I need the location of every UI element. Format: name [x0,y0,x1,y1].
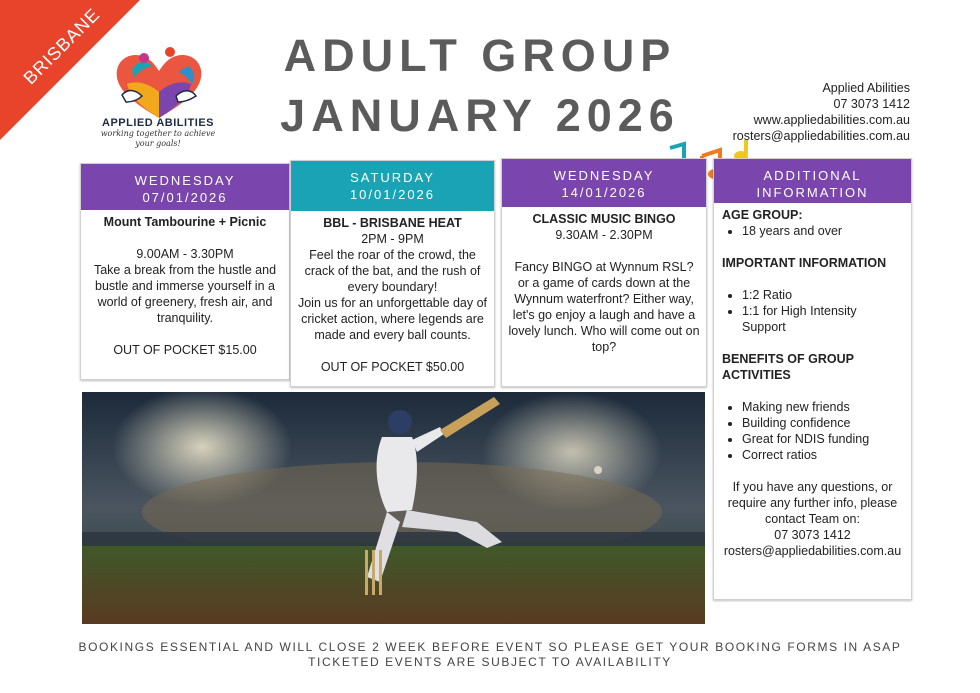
event-card-3 [501,158,707,387]
logo-tagline: working together to achieve your goals! [100,129,216,148]
event-2-cost: OUT OF POCKET $50.00 [320,360,465,374]
event-card-2-header [291,161,494,211]
additional-email[interactable]: rosters@appliedabilities.com.au [723,544,902,558]
list-item: • Correct ratios [742,447,903,463]
list-item: • Building confidence [742,415,903,431]
important-info-heading: IMPORTANT INFORMATION [722,256,887,270]
corner-badge-label: BRISBANE [19,4,104,89]
list-item: • Great for NDIS funding [742,431,903,447]
contact-block [733,80,910,144]
contact-email[interactable]: rosters@appliedabilities.com.au [732,129,910,143]
cricket-photo [82,392,705,624]
additional-info-card [713,158,912,600]
event-3-name: CLASSIC MUSIC BINGO [532,212,676,226]
event-2-time: 2PM - 9PM [361,232,424,246]
event-card-2 [290,160,495,387]
footer-line1: BOOKINGS ESSENTIAL AND WILL CLOSE 2 WEEK BEFORE EVENT SO PLEASE GET YOUR BOOKING FORMS IN ASAP [78,640,902,654]
important-info-list [722,287,903,335]
additional-heading-line1: ADDITIONAL [763,168,862,183]
event-3-date: 14/01/2026 [561,185,647,200]
event-card-1-body [81,210,289,362]
page-title-line2: JANUARY 2026 [280,90,680,141]
list-item: • Making new friends [742,399,903,415]
event-1-time: 9.00AM - 3.30PM [136,247,234,261]
event-2-date: 10/01/2026 [349,187,436,202]
benefits-heading: BENEFITS OF GROUP ACTIVITIES [722,352,854,382]
contact-phone: 07 3073 1412 [833,97,910,111]
benefits-list [722,399,903,463]
additional-info-header [714,159,911,203]
event-1-name: Mount Tambourine + Picnic [103,215,267,229]
event-card-1-header [81,164,289,210]
event-1-description: Take a break from the hustle and bustle and immerse yourself in a world of greenery, fresh air, and tranquility. [93,263,277,325]
list-item: • 1:2 Ratio [742,287,903,303]
questions-text: If you have any questions, or require any further info, please contact Team on: [727,480,898,526]
event-card-2-body [291,211,494,379]
event-2-description: Feel the roar of the crowd, the crack of the bat, and the rush of every boundary! [304,248,481,294]
event-3-day: WEDNESDAY [553,168,655,183]
age-group-heading: AGE GROUP: [722,208,803,222]
additional-heading-line2: INFORMATION [756,185,869,200]
list-item: • 18 years and over [742,223,903,239]
event-3-description: Fancy BINGO at Wynnum RSL? or a game of cards down at the Wynnum waterfront? Either way, let's go enjoy a laugh and have a lovely lunch. Who will come out on top? [508,260,700,354]
event-2-name: BBL - BRISBANE HEAT [323,216,462,230]
age-group-list [722,223,903,239]
list-item: • 1:1 for High Intensity Support [742,303,903,335]
event-1-cost: OUT OF POCKET $15.00 [113,343,257,357]
contact-org: Applied Abilities [822,81,910,95]
footer-line2: TICKETED EVENTS ARE SUBJECT TO AVAILABILITY [308,655,672,669]
event-1-date: 07/01/2026 [142,190,228,205]
logo-name: APPLIED ABILITIES [102,117,214,129]
event-3-time: 9.30AM - 2.30PM [555,228,653,242]
additional-phone: 07 3073 1412 [774,528,851,542]
event-card-3-body [502,207,706,359]
event-card-1 [80,163,290,380]
additional-info-body [714,203,911,563]
event-1-day: WEDNESDAY [134,173,236,188]
event-card-3-header [502,159,706,207]
page-title-line1: ADULT GROUP [283,30,677,81]
event-2-day: SATURDAY [350,170,435,185]
event-2-description-2: Join us for an unforgettable day of cricket action, where legends are made and every ball counts. [297,296,487,342]
contact-website[interactable]: www.appliedabilities.com.au [753,113,910,127]
